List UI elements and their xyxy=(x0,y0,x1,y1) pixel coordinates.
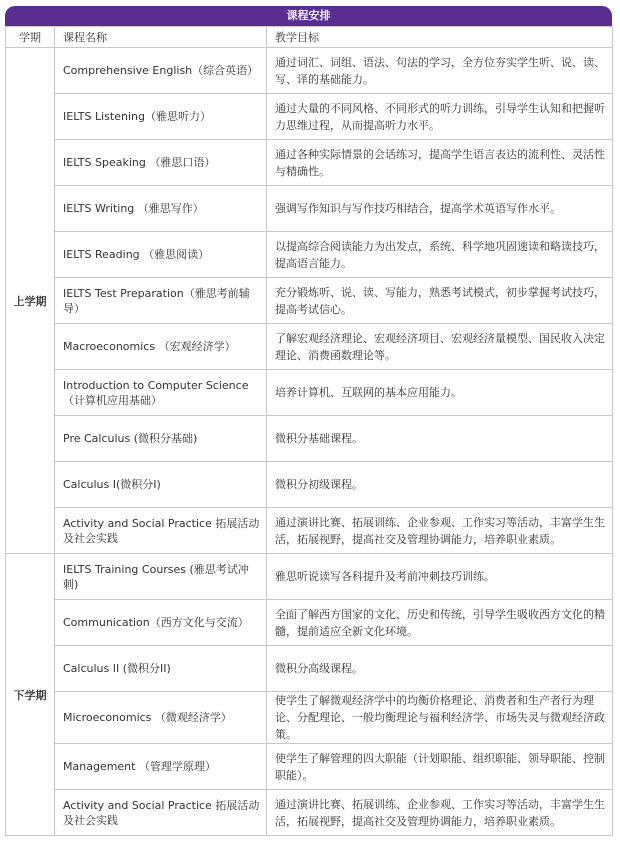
table-body xyxy=(6,48,613,836)
header-goal: 教学目标 xyxy=(267,27,613,48)
semester-label: 上学期 xyxy=(6,48,55,554)
table-row xyxy=(6,278,613,324)
course-name: Microeconomics （微观经济学） xyxy=(55,692,267,744)
course-goal: 了解宏观经济理论、宏观经济项目、宏观经济量模型、国民收入决定理论、消费函数理论等。 xyxy=(267,324,613,370)
header-course: 课程名称 xyxy=(55,27,267,48)
course-name: Pre Calculus (微积分基础) xyxy=(55,416,267,462)
table-row xyxy=(6,462,613,508)
table-row xyxy=(6,370,613,416)
course-goal: 通过各种实际情景的会话练习，提高学生语言表达的流利性、灵活性与精确性。 xyxy=(267,140,613,186)
course-goal: 全面了解西方国家的文化、历史和传统，引导学生吸收西方文化的精髓，提前适应全新文化环境。 xyxy=(267,600,613,646)
table-row xyxy=(6,554,613,600)
header-semester: 学期 xyxy=(6,27,55,48)
course-name: Macroeconomics （宏观经济学） xyxy=(55,324,267,370)
course-goal: 微积分基础课程。 xyxy=(267,416,613,462)
header-row xyxy=(6,27,613,48)
course-name: IELTS Training Courses (雅思考试冲刺) xyxy=(55,554,267,600)
course-name: Calculus II (微积分II) xyxy=(55,646,267,692)
semester-label: 下学期 xyxy=(6,554,55,836)
course-goal: 微积分初级课程。 xyxy=(267,462,613,508)
table-row xyxy=(6,744,613,790)
table-row xyxy=(6,94,613,140)
course-name: Calculus Ⅰ(微积分Ⅰ) xyxy=(55,462,267,508)
course-name: IELTS Speaking （雅思口语） xyxy=(55,140,267,186)
table-row xyxy=(6,646,613,692)
course-goal: 通过演讲比赛、拓展训练、企业参观、工作实习等活动，丰富学生生活，拓展视野，提高社交及管理协调能力，培养职业素质。 xyxy=(267,790,613,836)
course-name: IELTS Listening（雅思听力） xyxy=(55,94,267,140)
course-goal: 以提高综合阅读能力为出发点，系统、科学地巩固速读和略读技巧，提高语言能力。 xyxy=(267,232,613,278)
course-goal: 雅思听说读写各科提升及考前冲刺技巧训练。 xyxy=(267,554,613,600)
course-table xyxy=(5,26,613,836)
course-goal: 培养计算机、互联网的基本应用能力。 xyxy=(267,370,613,416)
course-goal: 使学生了解管理的四大职能（计划职能、组织职能、领导职能、控制职能）。 xyxy=(267,744,613,790)
table-row xyxy=(6,232,613,278)
table-row xyxy=(6,416,613,462)
table-row xyxy=(6,186,613,232)
course-schedule xyxy=(5,6,612,836)
course-name: Comprehensive English（综合英语） xyxy=(55,48,267,94)
course-goal: 通过演讲比赛、拓展训练、企业参观、工作实习等活动，丰富学生生活，拓展视野，提高社交及管理协调能力，培养职业素质。 xyxy=(267,508,613,554)
course-name: Introduction to Computer Science（计算机应用基础） xyxy=(55,370,267,416)
table-row xyxy=(6,508,613,554)
course-goal: 强调写作知识与写作技巧相结合，提高学术英语写作水平。 xyxy=(267,186,613,232)
course-name: Communication（西方文化与交流） xyxy=(55,600,267,646)
course-name: IELTS Writing （雅思写作） xyxy=(55,186,267,232)
course-goal: 通过大量的不同风格、不同形式的听力训练，引导学生认知和把握听力思维过程，从而提高听力水平。 xyxy=(267,94,613,140)
table-row xyxy=(6,324,613,370)
course-name: IELTS Reading （雅思阅读） xyxy=(55,232,267,278)
course-name: Activity and Social Practice 拓展活动及社会实践 xyxy=(55,790,267,836)
table-title: 课程安排 xyxy=(5,6,612,26)
course-name: Activity and Social Practice 拓展活动及社会实践 xyxy=(55,508,267,554)
course-name: Management （管理学原理） xyxy=(55,744,267,790)
table-row xyxy=(6,140,613,186)
table-row xyxy=(6,790,613,836)
table-row xyxy=(6,600,613,646)
course-name: IELTS Test Preparation（雅思考前辅导） xyxy=(55,278,267,324)
course-goal: 使学生了解微观经济学中的均衡价格理论、消费者和生产者行为理论、分配理论、一般均衡理论与福利经济学、市场失灵与微观经济政策。 xyxy=(267,692,613,744)
course-goal: 充分锻炼听、说、读、写能力，熟悉考试模式，初步掌握考试技巧，提高考试信心。 xyxy=(267,278,613,324)
table-row xyxy=(6,48,613,94)
course-goal: 微积分高级课程。 xyxy=(267,646,613,692)
table-row xyxy=(6,692,613,744)
course-goal: 通过词汇、词组、语法、句法的学习，全方位夯实学生听、说、读、写、译的基础能力。 xyxy=(267,48,613,94)
